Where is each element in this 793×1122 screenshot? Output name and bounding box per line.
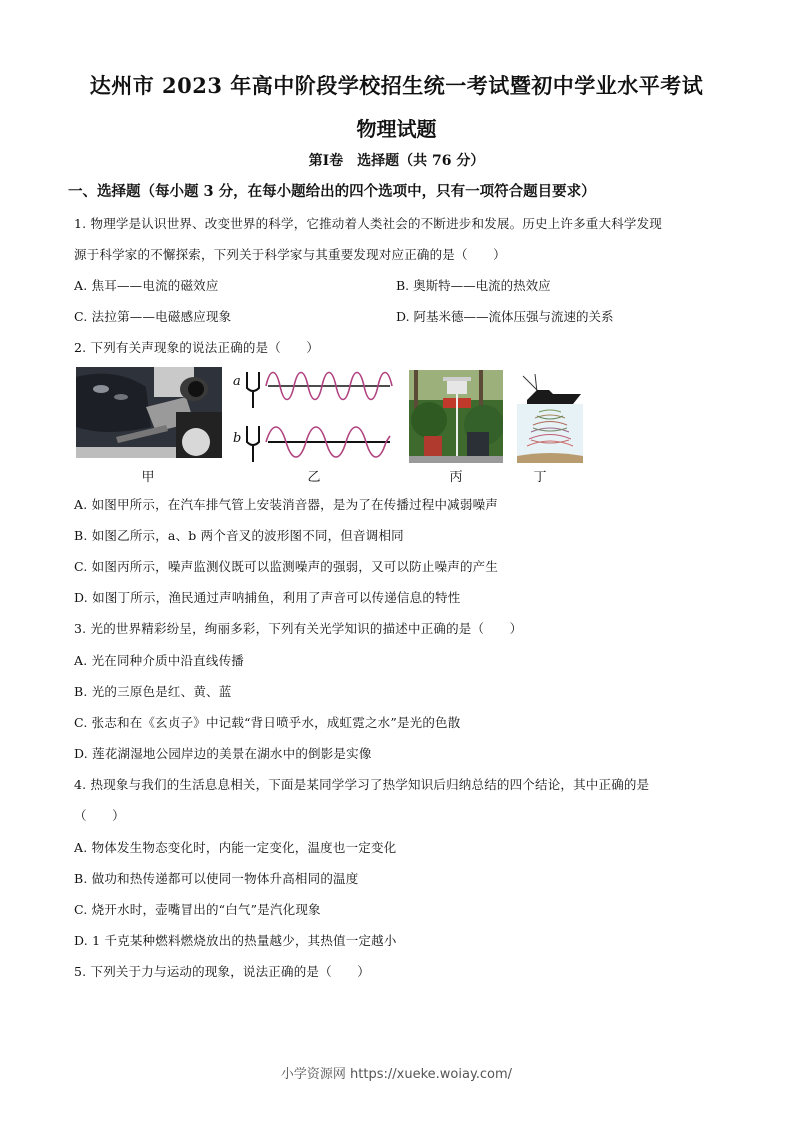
footer-watermark: 小学资源网 https://xueke.woiay.com/ xyxy=(280,1067,513,1082)
exam-subject: 物理试题 xyxy=(356,117,437,141)
question-stem: 源于科学家的不懈探索，下列关于科学家与其重要发现对应正确的是（ ） xyxy=(74,247,506,262)
noise-monitor-icon xyxy=(409,370,503,463)
option-b: B. 光的三原色是红、黄、蓝 xyxy=(74,684,232,699)
exam-title: 达州市 2023 年高中阶段学校招生统一考试暨初中学业水平考试 xyxy=(89,73,704,98)
question-stem: 4. 热现象与我们的生活息息相关，下面是某同学学习了热学知识后归纳总结的四个结论，其中正确的是 xyxy=(74,777,650,792)
option-a: A. 光在同种介质中沿直线传播 xyxy=(74,653,244,668)
option-a: A. 如图甲所示，在汽车排气管上安装消音器，是为了在传播过程中减弱噪声 xyxy=(74,497,498,512)
car-exhaust-muffler-icon xyxy=(76,367,222,458)
svg-text:a: a xyxy=(233,374,241,389)
question-stem: 5. 下列关于力与运动的现象，说法正确的是（ ） xyxy=(74,964,370,979)
sonar-fishing-boat-icon xyxy=(515,372,585,463)
option-d: D. 阿基米德——流体压强与流速的关系 xyxy=(396,309,614,324)
question-stem: 1. 物理学是认识世界、改变世界的科学，它推动着人类社会的不断进步和发展。历史上许多重大科学发现 xyxy=(74,216,663,231)
option-d: D. 如图丁所示，渔民通过声呐捕鱼，利用了声音可以传递信息的特性 xyxy=(74,590,461,605)
figure-caption-yi: 乙 xyxy=(307,470,321,485)
option-c: C. 张志和在《玄贞子》中记载“背日喷乎水，成虹霓之水”是光的色散 xyxy=(74,715,461,730)
option-d: D. 莲花湖湿地公园岸边的美景在湖水中的倒影是实像 xyxy=(74,746,372,761)
section-heading: 一、选择题（每小题 3 分，在每小题给出的四个选项中，只有一项符合题目要求） xyxy=(68,183,596,200)
option-a: A. 物体发生物态变化时，内能一定变化，温度也一定变化 xyxy=(74,840,397,855)
option-c: C. 法拉第——电磁感应现象 xyxy=(74,309,232,324)
figure-caption-ding: 丁 xyxy=(533,470,547,485)
option-c: C. 烧开水时，壶嘴冒出的“白气”是汽化现象 xyxy=(74,902,321,917)
figure-caption-bing: 丙 xyxy=(449,470,463,485)
svg-text:b: b xyxy=(233,431,242,446)
question-stem: （ ） xyxy=(74,808,125,823)
tuning-fork-waveforms-icon xyxy=(230,366,400,462)
option-b: B. 如图乙所示，a、b 两个音叉的波形图不同，但音调相同 xyxy=(74,528,404,543)
question-stem: 3. 光的世界精彩纷呈，绚丽多彩，下列有关光学知识的描述中正确的是（ ） xyxy=(74,621,523,636)
part-heading: 第Ⅰ卷 选择题（共 76 分） xyxy=(308,153,485,169)
question-stem: 2. 下列有关声现象的说法正确的是（ ） xyxy=(74,340,320,355)
car-exhaust-photo xyxy=(76,367,222,458)
option-b: B. 奥斯特——电流的热效应 xyxy=(396,278,551,293)
option-a: A. 焦耳——电流的磁效应 xyxy=(74,278,219,293)
sonar-boat-figure xyxy=(515,372,585,463)
waveform-figure xyxy=(230,366,400,462)
noise-monitor-photo xyxy=(409,370,503,463)
option-d: D. 1 千克某种燃料燃烧放出的热量越少，其热值一定越小 xyxy=(74,933,397,948)
figure-caption-jia: 甲 xyxy=(141,470,155,485)
option-c: C. 如图丙所示，噪声监测仪既可以监测噪声的强弱，又可以防止噪声的产生 xyxy=(74,559,499,574)
option-b: B. 做功和热传递都可以使同一物体升高相同的温度 xyxy=(74,871,359,886)
